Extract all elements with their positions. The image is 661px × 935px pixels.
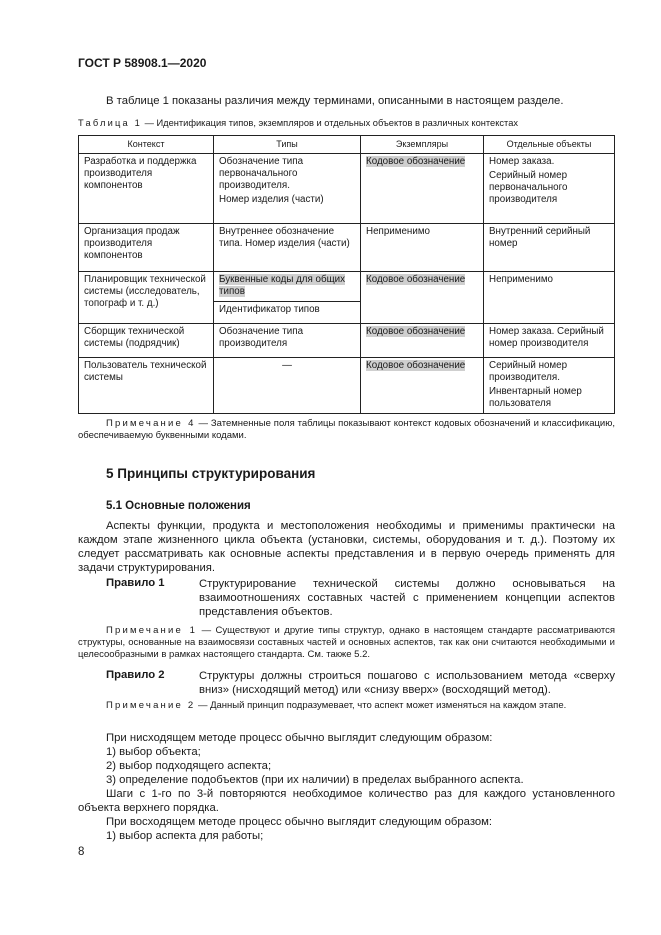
note-4-text: — Затемненные поля таблицы показывают контекст кодовых обозначений и классификацию, обеспечиваемую буквенными кодами. (78, 418, 615, 441)
cell-types-line: Номер изделия (части) (219, 194, 324, 205)
table-row (79, 154, 615, 224)
table-header-row (79, 136, 615, 154)
table-row (79, 358, 615, 414)
cell-objects-line: Серийный номер производителя. (489, 360, 568, 383)
cell-context: Разработка и поддержка производителя компонентов (79, 154, 214, 224)
cell-context: Организация продаж производителя компонентов (79, 224, 214, 272)
shaded-code-designation: Кодовое обозначение (366, 360, 466, 371)
list-item: 3) определение подобъектов (при их наличии) в пределах выбранного аспекта. (106, 774, 524, 786)
list-item: 1) выбор объекта; (106, 746, 201, 758)
cell-types: — (214, 358, 361, 414)
cell-objects (484, 358, 615, 414)
rule-2-label: Правило 2 (106, 669, 165, 681)
cell-objects: Внутренний серийный номер (484, 224, 615, 272)
note-1 (78, 625, 615, 661)
note-2 (106, 700, 615, 712)
cell-objects-line: Серийный номер первоначального производителя (489, 170, 568, 205)
rule-2-text: Структуры должны строиться пошагово с использованием метода «сверху вниз» (нисходящий метод) или «снизу вверх» (восходящий метод). (199, 670, 615, 696)
cell-types: Идентификатор типов (214, 302, 361, 324)
note-1-label: Примечание 1 (106, 625, 198, 636)
shaded-code-designation: Кодовое обозначение (366, 326, 466, 337)
header-instances: Экземпляры (361, 136, 484, 154)
identification-table (78, 135, 615, 414)
header-context: Контекст (79, 136, 214, 154)
table-caption (78, 118, 518, 128)
table-caption-label: Таблица 1 (78, 118, 143, 128)
topdown-intro: При нисходящем методе процесс обычно выглядит следующим образом: (106, 732, 493, 744)
cell-objects (484, 154, 615, 224)
rule-1-text: Структурирование технической системы должно основываться на взаимоотношениях составных частей с применением концепции аспектов представления объектов. (199, 578, 615, 618)
intro-paragraph: В таблице 1 показаны различия между терминами, описанными в настоящем разделе. (106, 95, 564, 107)
cell-objects: Номер заказа. Серийный номер производителя (484, 324, 615, 358)
cell-objects-line: Инвентарный номер пользователя (489, 386, 582, 409)
cell-instances (361, 154, 484, 224)
list-item: 2) выбор подходящего аспекта; (106, 760, 272, 772)
cell-instances (361, 272, 484, 324)
page-number: 8 (78, 846, 85, 858)
table-row (79, 224, 615, 272)
cell-objects-line: Номер заказа. (489, 156, 555, 167)
section-title: 5 Принципы структурирования (106, 466, 316, 481)
note-2-text: — Данный принцип подразумевает, что аспект может изменяться на каждом этапе. (195, 700, 567, 711)
cell-types (214, 154, 361, 224)
cell-types (214, 272, 361, 302)
cell-instances (361, 358, 484, 414)
rule-1-label: Правило 1 (106, 577, 165, 589)
repeat-paragraph: Шаги с 1-го по 3-й повторяются необходимое количество раз для каждого установленного объекта верхнего порядка. (78, 788, 615, 814)
shaded-code-designation: Кодовое обозначение (366, 274, 466, 285)
bottomup-intro: При восходящем методе процесс обычно выглядит следующим образом: (106, 816, 493, 828)
paragraph-aspects: Аспекты функции, продукта и местоположения необходимы и применимы практически на каждом этапе жизненного цикла объекта (установки, системы, оборудования и т. д.). Поэтому их следует рассматривать как основные аспекты представления и в первую очередь применять для задачи структурирования. (78, 520, 615, 574)
note-4-label: Примечание 4 (106, 418, 196, 429)
cell-context: Планировщик технической системы (исследователь, топограф и т. д.) (79, 272, 214, 324)
table-row (79, 324, 615, 358)
table-caption-text: — Идентификация типов, экземпляров и отдельных объектов в различных контекстах (142, 118, 519, 128)
cell-instances: Неприменимо (361, 224, 484, 272)
note-4 (78, 418, 615, 442)
cell-types: Обозначение типа производителя (214, 324, 361, 358)
list-item: 1) выбор аспекта для работы; (106, 830, 264, 842)
header-types: Типы (214, 136, 361, 154)
note-1-text: — Существуют и другие типы структур, однако в настоящем стандарте рассматриваются структуры, основанные на взаимосвязи составных частей и основных аспектов, так как они считаются необходимыми и целесообразными в рамках настоящего стандарта. См. также 5.2. (78, 625, 615, 660)
cell-types: Внутреннее обозначение типа. Номер изделия (части) (214, 224, 361, 272)
shaded-letter-codes: Буквенные коды для общих типов (219, 274, 346, 297)
cell-context: Пользователь технической системы (79, 358, 214, 414)
cell-objects: Неприменимо (484, 272, 615, 324)
subsection-title: 5.1 Основные положения (106, 500, 251, 512)
header-objects: Отдельные объекты (484, 136, 615, 154)
document-header: ГОСТ Р 58908.1—2020 (78, 56, 207, 70)
cell-context: Сборщик технической системы (подрядчик) (79, 324, 214, 358)
note-2-label: Примечание 2 (106, 700, 196, 711)
table-row (79, 272, 615, 302)
shaded-code-designation: Кодовое обозначение (366, 156, 466, 167)
cell-instances (361, 324, 484, 358)
cell-types-line: Обозначение типа первоначального производителя. (219, 156, 304, 191)
